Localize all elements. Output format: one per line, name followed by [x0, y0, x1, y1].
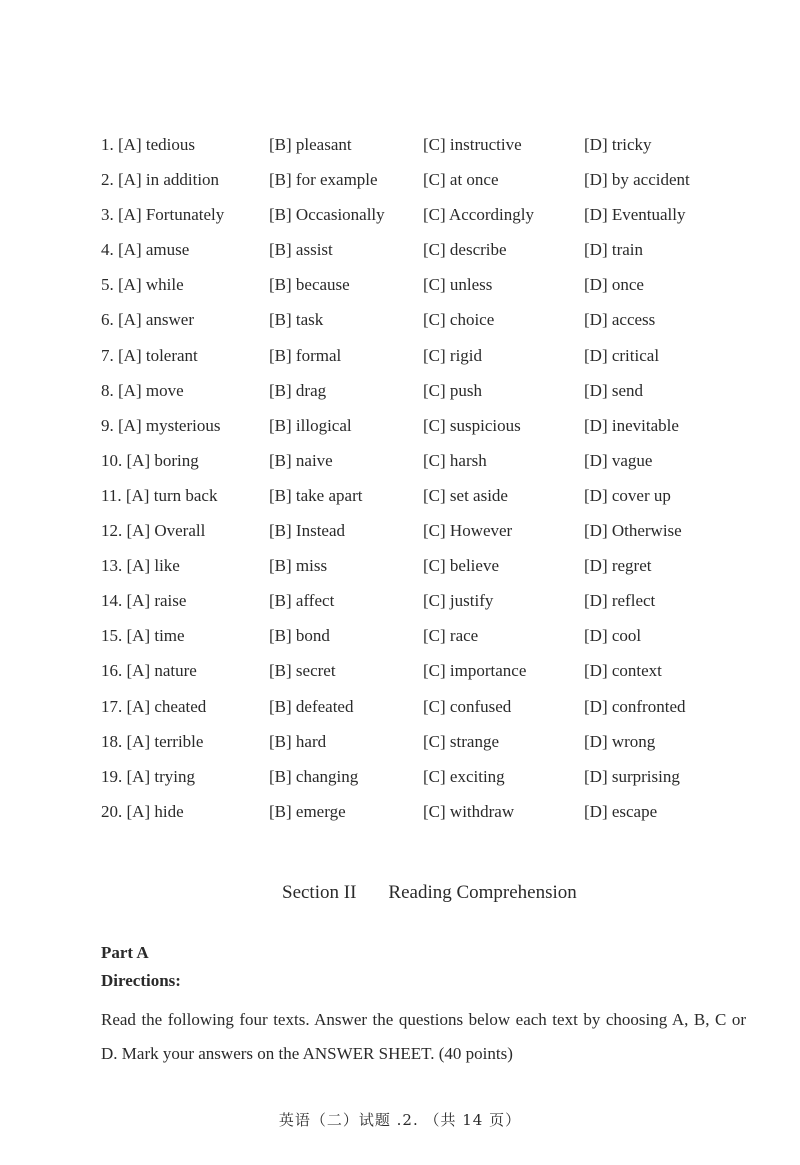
option-b: [B] Occasionally [269, 205, 385, 225]
option-b: [B] drag [269, 380, 327, 400]
option-c: [C] push [423, 380, 483, 400]
option-c: [C] believe [423, 556, 499, 576]
section-number: Section II [282, 882, 357, 903]
option-d: [D] train [584, 240, 644, 260]
option-d: [D] by accident [584, 170, 690, 190]
directions-text: Read the following four texts. Answer the questions below each text by choosing A, B, C or D. Mark your answers on the ANSWER SHEET. (40 points) [101, 1010, 746, 1063]
option-d: [D] vague [584, 450, 653, 470]
option-c: [C] race [423, 626, 479, 646]
option-d: [D] inevitable [584, 415, 679, 435]
option-d: [D] regret [584, 556, 652, 576]
question-row [0, 342, 800, 377]
option-b: [B] bond [269, 626, 330, 646]
option-c: [C] describe [423, 240, 507, 260]
option-b: [B] because [269, 275, 350, 295]
option-a: 7. [A] tolerant [101, 345, 198, 365]
option-c: [C] confused [423, 696, 512, 716]
option-a: 11. [A] turn back [101, 485, 218, 505]
option-c: [C] strange [423, 731, 500, 751]
option-c: [C] Accordingly [423, 205, 534, 225]
question-row [0, 622, 800, 657]
option-d: [D] wrong [584, 731, 656, 751]
option-d: [D] access [584, 310, 656, 330]
option-c: [C] choice [423, 310, 495, 330]
option-d: [D] cool [584, 626, 642, 646]
option-c: [C] set aside [423, 485, 508, 505]
option-a: 13. [A] like [101, 556, 180, 576]
question-row [0, 447, 800, 482]
option-c: [C] withdraw [423, 801, 515, 821]
option-a: 17. [A] cheated [101, 696, 207, 716]
option-b: [B] pleasant [269, 135, 352, 154]
option-b: [B] for example [269, 170, 378, 190]
option-b: [B] affect [269, 591, 335, 611]
option-b: [B] naive [269, 450, 333, 470]
option-c: [C] rigid [423, 345, 483, 365]
section-heading [282, 882, 577, 904]
option-c: [C] suspicious [423, 415, 521, 435]
question-row [0, 412, 800, 447]
option-d: [D] confronted [584, 696, 686, 716]
option-d: [D] context [584, 661, 662, 681]
question-row [0, 657, 800, 692]
option-d: [D] escape [584, 801, 658, 821]
question-row [0, 271, 800, 306]
option-a: 5. [A] while [101, 275, 184, 295]
question-row [0, 552, 800, 587]
page-footer: 英语（二）试题 .2. （共 14 页） [278, 1111, 522, 1129]
option-b: [B] hard [269, 731, 327, 751]
option-c: [C] exciting [423, 766, 505, 786]
section-name: Reading Comprehension [388, 882, 577, 903]
question-row [0, 166, 800, 201]
option-b: [B] miss [269, 556, 328, 576]
option-d: [D] once [584, 275, 644, 295]
directions-label: Directions: [101, 971, 181, 990]
option-c: [C] justify [423, 591, 494, 611]
question-row [0, 201, 800, 236]
option-a: 19. [A] trying [101, 766, 195, 786]
option-d: [D] surprising [584, 766, 680, 786]
question-row [0, 728, 800, 763]
question-row [0, 693, 800, 728]
option-b: [B] Instead [269, 521, 346, 541]
option-c: [C] harsh [423, 450, 487, 470]
question-row [0, 236, 800, 271]
option-a: 16. [A] nature [101, 661, 197, 681]
option-c: [C] at once [423, 170, 499, 190]
option-b: [B] take apart [269, 485, 363, 505]
option-b: [B] task [269, 310, 324, 330]
option-b: [B] assist [269, 240, 333, 260]
question-row [0, 763, 800, 798]
cloze-options-table [0, 131, 800, 833]
option-d: [D] reflect [584, 591, 656, 611]
part-heading: Part A [101, 943, 149, 962]
option-c: [C] unless [423, 275, 493, 295]
question-row [0, 482, 800, 517]
option-a: 1. [A] tedious [101, 135, 195, 154]
option-a: 20. [A] hide [101, 801, 184, 821]
option-a: 6. [A] answer [101, 310, 194, 330]
option-a: 9. [A] mysterious [101, 415, 221, 435]
question-row [0, 131, 800, 166]
option-a: 4. [A] amuse [101, 240, 190, 260]
option-c: [C] importance [423, 661, 527, 681]
option-d: [D] send [584, 380, 644, 400]
question-row [0, 306, 800, 341]
question-row [0, 798, 800, 833]
option-d: [D] critical [584, 345, 660, 365]
question-row [0, 377, 800, 412]
option-a: 12. [A] Overall [101, 521, 206, 541]
option-d: [D] Eventually [584, 205, 686, 225]
option-c: [C] However [423, 521, 513, 541]
option-d: [D] Otherwise [584, 521, 682, 541]
question-row [0, 517, 800, 552]
question-row [0, 587, 800, 622]
option-d: [D] cover up [584, 485, 671, 505]
option-b: [B] defeated [269, 696, 354, 716]
option-a: 18. [A] terrible [101, 731, 204, 751]
option-b: [B] emerge [269, 801, 346, 821]
option-a: 14. [A] raise [101, 591, 187, 611]
option-a: 8. [A] move [101, 380, 184, 400]
option-d: [D] tricky [584, 135, 652, 154]
option-a: 2. [A] in addition [101, 170, 220, 190]
option-a: 15. [A] time [101, 626, 185, 646]
option-a: 10. [A] boring [101, 450, 199, 470]
option-b: [B] secret [269, 661, 336, 681]
option-b: [B] changing [269, 766, 359, 786]
option-a: 3. [A] Fortunately [101, 205, 225, 225]
option-c: [C] instructive [423, 135, 522, 154]
option-b: [B] formal [269, 345, 342, 365]
option-b: [B] illogical [269, 415, 352, 435]
